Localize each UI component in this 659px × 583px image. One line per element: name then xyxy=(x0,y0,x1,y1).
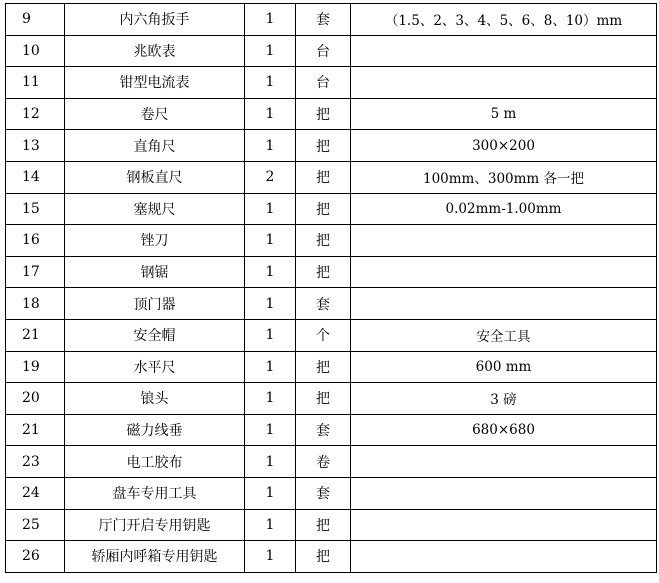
quantity-cell: 1 xyxy=(245,4,296,36)
quantity-cell: 1 xyxy=(245,225,296,257)
quantity-cell: 1 xyxy=(245,414,296,446)
tool-name-cell: 卷尺 xyxy=(65,98,245,130)
tool-name-cell: 直角尺 xyxy=(65,130,245,162)
specification-cell: 0.02mm-1.00mm xyxy=(351,193,657,225)
unit-cell: 套 xyxy=(296,477,351,509)
specification-cell xyxy=(351,288,657,320)
tool-name-cell: 锉刀 xyxy=(65,225,245,257)
table-row xyxy=(6,161,657,193)
quantity-cell: 1 xyxy=(245,446,296,478)
table-row xyxy=(6,509,657,541)
quantity-cell: 1 xyxy=(245,193,296,225)
tool-name-cell: 钢锯 xyxy=(65,256,245,288)
specification-cell xyxy=(351,225,657,257)
unit-cell: 把 xyxy=(296,383,351,415)
quantity-cell: 1 xyxy=(245,351,296,383)
item-number-cell: 26 xyxy=(6,541,65,573)
tool-name-cell: 水平尺 xyxy=(65,351,245,383)
item-number-cell: 21 xyxy=(6,319,65,351)
specification-cell: 600 mm xyxy=(351,351,657,383)
specification-cell: 5 m xyxy=(351,98,657,130)
quantity-cell: 1 xyxy=(245,319,296,351)
item-number-cell: 15 xyxy=(6,193,65,225)
table-row xyxy=(6,383,657,415)
unit-cell: 套 xyxy=(296,414,351,446)
tool-name-cell: 锒头 xyxy=(65,383,245,415)
table-row xyxy=(6,541,657,573)
tool-name-cell: 安全帽 xyxy=(65,319,245,351)
unit-cell: 卷 xyxy=(296,446,351,478)
item-number-cell: 16 xyxy=(6,225,65,257)
specification-cell: （1.5、2、3、4、5、6、8、10）mm xyxy=(351,4,657,36)
specification-cell xyxy=(351,446,657,478)
table-row xyxy=(6,193,657,225)
quantity-cell: 1 xyxy=(245,67,296,99)
table-row xyxy=(6,351,657,383)
specification-cell: 300×200 xyxy=(351,130,657,162)
tool-list-body xyxy=(6,4,657,573)
quantity-cell: 1 xyxy=(245,541,296,573)
tool-name-cell: 电工胶布 xyxy=(65,446,245,478)
item-number-cell: 25 xyxy=(6,509,65,541)
specification-cell: 680×680 xyxy=(351,414,657,446)
quantity-cell: 1 xyxy=(245,256,296,288)
specification-cell xyxy=(351,35,657,67)
specification-cell xyxy=(351,256,657,288)
tool-name-cell: 顶门器 xyxy=(65,288,245,320)
tool-name-cell: 钳型电流表 xyxy=(65,67,245,99)
unit-cell: 把 xyxy=(296,509,351,541)
unit-cell: 把 xyxy=(296,225,351,257)
unit-cell: 把 xyxy=(296,130,351,162)
tool-name-cell: 盘车专用工具 xyxy=(65,477,245,509)
tool-name-cell: 磁力线垂 xyxy=(65,414,245,446)
item-number-cell: 21 xyxy=(6,414,65,446)
table-row xyxy=(6,4,657,36)
quantity-cell: 1 xyxy=(245,35,296,67)
quantity-cell: 1 xyxy=(245,98,296,130)
tool-name-cell: 塞规尺 xyxy=(65,193,245,225)
quantity-cell: 2 xyxy=(245,161,296,193)
item-number-cell: 9 xyxy=(6,4,65,36)
specification-cell xyxy=(351,67,657,99)
tool-name-cell: 钢板直尺 xyxy=(65,161,245,193)
item-number-cell: 13 xyxy=(6,130,65,162)
item-number-cell: 14 xyxy=(6,161,65,193)
specification-cell: 3 磅 xyxy=(351,383,657,415)
tool-list-table xyxy=(5,3,657,573)
quantity-cell: 1 xyxy=(245,383,296,415)
specification-cell: 安全工具 xyxy=(351,319,657,351)
tool-name-cell: 内六角扳手 xyxy=(65,4,245,36)
quantity-cell: 1 xyxy=(245,288,296,320)
quantity-cell: 1 xyxy=(245,509,296,541)
table-row xyxy=(6,98,657,130)
specification-cell xyxy=(351,477,657,509)
unit-cell: 个 xyxy=(296,319,351,351)
table-row xyxy=(6,288,657,320)
unit-cell: 套 xyxy=(296,4,351,36)
table-row xyxy=(6,319,657,351)
specification-cell xyxy=(351,509,657,541)
item-number-cell: 18 xyxy=(6,288,65,320)
specification-cell xyxy=(351,541,657,573)
unit-cell: 把 xyxy=(296,541,351,573)
item-number-cell: 20 xyxy=(6,383,65,415)
quantity-cell: 1 xyxy=(245,130,296,162)
item-number-cell: 17 xyxy=(6,256,65,288)
table-row xyxy=(6,256,657,288)
table-row xyxy=(6,35,657,67)
table-row xyxy=(6,414,657,446)
unit-cell: 把 xyxy=(296,98,351,130)
unit-cell: 把 xyxy=(296,161,351,193)
unit-cell: 把 xyxy=(296,193,351,225)
item-number-cell: 23 xyxy=(6,446,65,478)
tool-name-cell: 兆欧表 xyxy=(65,35,245,67)
table-row xyxy=(6,130,657,162)
unit-cell: 台 xyxy=(296,35,351,67)
table-row xyxy=(6,67,657,99)
table-row xyxy=(6,225,657,257)
item-number-cell: 19 xyxy=(6,351,65,383)
item-number-cell: 24 xyxy=(6,477,65,509)
unit-cell: 台 xyxy=(296,67,351,99)
unit-cell: 把 xyxy=(296,256,351,288)
tool-name-cell: 厅门开启专用钥匙 xyxy=(65,509,245,541)
table-row xyxy=(6,446,657,478)
unit-cell: 套 xyxy=(296,288,351,320)
item-number-cell: 12 xyxy=(6,98,65,130)
item-number-cell: 10 xyxy=(6,35,65,67)
unit-cell: 把 xyxy=(296,351,351,383)
tool-name-cell: 轿厢内呼箱专用钥匙 xyxy=(65,541,245,573)
specification-cell: 100mm、300mm 各一把 xyxy=(351,161,657,193)
quantity-cell: 1 xyxy=(245,477,296,509)
table-row xyxy=(6,477,657,509)
item-number-cell: 11 xyxy=(6,67,65,99)
